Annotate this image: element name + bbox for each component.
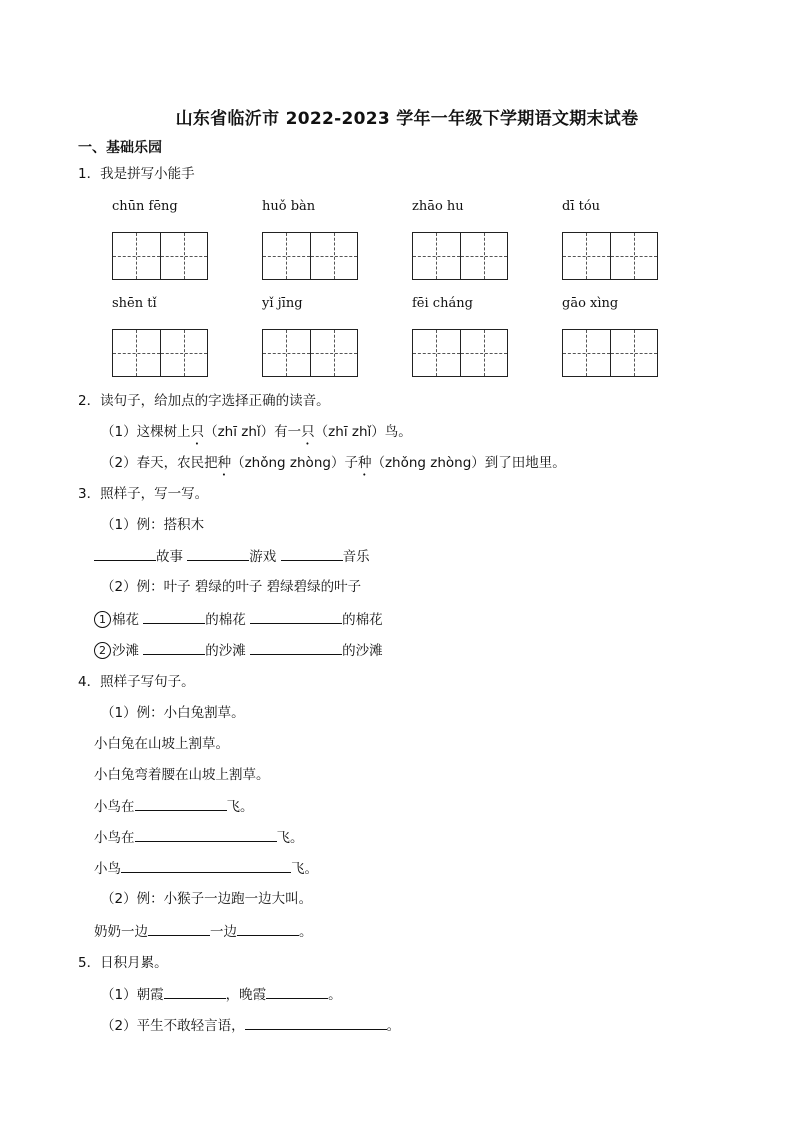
pinyin-label: fēi cháng (412, 296, 473, 311)
reading-options[interactable]: （zhǒng zhòng）到了田地里。 (371, 455, 566, 471)
writing-grid[interactable] (112, 232, 208, 280)
question-number: 5． (78, 955, 101, 971)
answer-blank[interactable] (281, 546, 343, 561)
reading-options[interactable]: （zhī zhǐ）有一 (204, 424, 302, 440)
q4-example-1: （1）例：小白兔割草。 (101, 705, 245, 721)
writing-grid[interactable] (412, 329, 508, 377)
question-5 (78, 953, 168, 973)
dotted-char: 只 (190, 424, 205, 440)
sentence-text: 。 (299, 924, 313, 940)
question-number: 4． (78, 674, 101, 690)
dotted-char: 只 (301, 424, 315, 440)
writing-grid[interactable] (262, 232, 358, 280)
question-number: 1． (78, 166, 101, 182)
reading-options[interactable]: （zhǒng zhòng）子 (231, 455, 358, 471)
circled-number: 2 (94, 642, 111, 659)
sentence-text: 一边 (210, 924, 237, 940)
question-text: 我是拼写小能手 (100, 166, 195, 182)
sentence-text: 飞。 (291, 861, 318, 877)
reading-options[interactable]: （zhī zhǐ）鸟。 (314, 424, 412, 440)
circled-number: 1 (94, 611, 111, 628)
q5-sentence-1 (101, 984, 342, 1005)
question-text: 照样子写句子。 (100, 674, 195, 690)
writing-grid[interactable] (562, 329, 658, 377)
pinyin-label: shēn tǐ (112, 296, 157, 311)
q5-sentence-2 (101, 1015, 400, 1036)
section-heading: 一、基础乐园 (78, 140, 162, 156)
answer-blank[interactable] (135, 827, 277, 842)
answer-blank[interactable] (143, 640, 205, 655)
q4-blank-line-2 (94, 827, 304, 848)
word: 故事 (156, 549, 183, 565)
q4-blank-line-4 (94, 921, 313, 942)
answer-blank[interactable] (148, 921, 210, 936)
answer-blank[interactable] (135, 796, 227, 811)
q3-item-1 (94, 609, 383, 630)
writing-grid[interactable] (112, 329, 208, 377)
question-2 (78, 391, 330, 411)
q4-example-line: 小白兔弯着腰在山坡上割草。 (94, 767, 270, 783)
q3-item-2 (94, 640, 383, 661)
word: 沙滩 (112, 643, 139, 659)
question-text: 日积月累。 (100, 955, 168, 971)
writing-grid[interactable] (562, 232, 658, 280)
sentence-text: ，晚霞 (225, 987, 267, 1003)
q4-example-line: 小白兔在山坡上割草。 (94, 736, 229, 752)
sentence-text: 飞。 (276, 830, 304, 846)
answer-blank[interactable] (250, 640, 342, 655)
answer-blank[interactable] (266, 984, 328, 999)
answer-blank[interactable] (121, 858, 291, 873)
writing-grid[interactable] (262, 329, 358, 377)
question-number: 2． (78, 393, 101, 409)
dotted-char: 种 (217, 455, 232, 471)
word: 的棉花 (342, 612, 383, 628)
pinyin-label: dī tóu (562, 199, 601, 214)
word: 的沙滩 (342, 643, 383, 659)
sentence-text: 奶奶一边 (94, 924, 148, 940)
pinyin-label: huǒ bàn (262, 199, 316, 214)
sentence-text: 。 (386, 1018, 401, 1034)
sentence-text: 飞。 (226, 799, 254, 815)
sentence-text: （2）春天，农民把 (101, 455, 218, 471)
sentence-text: （2）平生不敢轻言语， (101, 1018, 245, 1034)
answer-blank[interactable] (250, 609, 342, 624)
q3-example-1: （1）例：搭积木 (101, 517, 205, 533)
pinyin-label: gāo xìng (562, 296, 619, 311)
sentence-text: 小鸟在 (94, 830, 135, 846)
sentence-text: 小鸟在 (94, 799, 135, 815)
question-text: 照样子，写一写。 (100, 486, 209, 502)
question-number: 3． (78, 486, 101, 502)
word: 游戏 (249, 549, 277, 565)
dotted-char: 种 (357, 455, 372, 471)
question-3 (78, 484, 208, 504)
answer-blank[interactable] (187, 546, 249, 561)
answer-blank[interactable] (164, 984, 226, 999)
question-4 (78, 672, 195, 692)
sentence-text: （1）这棵树上 (101, 424, 191, 440)
sentence-text: 小鸟 (94, 861, 121, 877)
word: 音乐 (342, 549, 370, 565)
word: 棉花 (112, 612, 139, 628)
answer-blank[interactable] (143, 609, 205, 624)
q4-blank-line-1 (94, 796, 254, 817)
answer-blank[interactable] (245, 1015, 387, 1030)
word: 的棉花 (205, 612, 246, 628)
question-1 (78, 164, 195, 184)
q4-blank-line-3 (94, 858, 318, 879)
page-title: 山东省临沂市 2022-2023 学年一年级下学期语文期末试卷 (175, 109, 639, 129)
q2-sentence-2 (101, 453, 566, 479)
word: 的沙滩 (205, 643, 246, 659)
q3-answer-row-1 (94, 546, 370, 567)
pinyin-label: zhāo hu (412, 199, 464, 214)
answer-blank[interactable] (94, 546, 156, 561)
q4-example-2: （2）例：小猴子一边跑一边大叫。 (101, 891, 313, 907)
sentence-text: 。 (328, 987, 342, 1003)
q3-example-2: （2）例：叶子 碧绿的叶子 碧绿碧绿的叶子 (101, 579, 362, 595)
q2-sentence-1 (101, 422, 412, 448)
pinyin-label: yǐ jīng (262, 296, 303, 311)
sentence-text: （1）朝霞 (101, 987, 164, 1003)
pinyin-label: chūn fēng (112, 199, 178, 214)
writing-grid[interactable] (412, 232, 508, 280)
answer-blank[interactable] (237, 921, 299, 936)
question-text: 读句子，给加点的字选择正确的读音。 (100, 393, 330, 409)
